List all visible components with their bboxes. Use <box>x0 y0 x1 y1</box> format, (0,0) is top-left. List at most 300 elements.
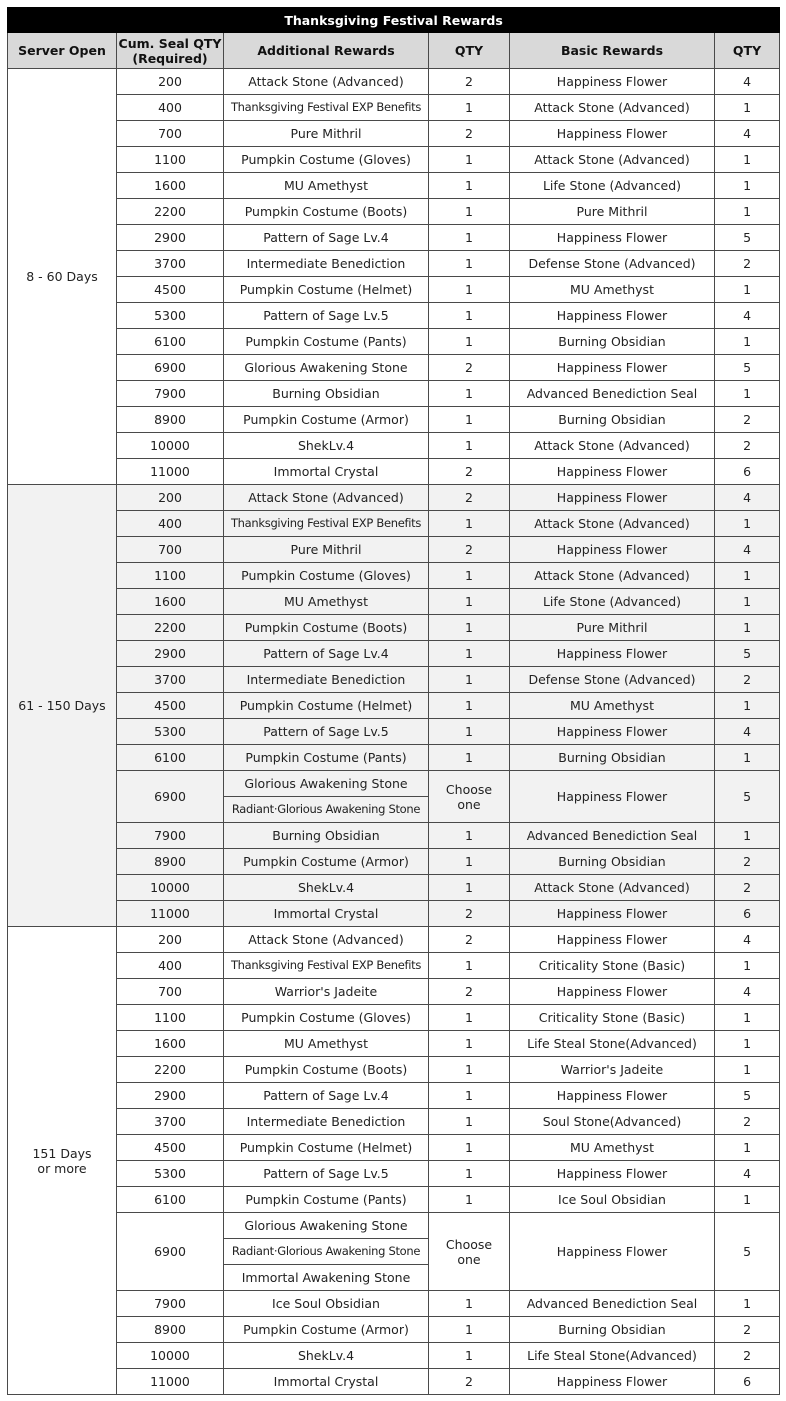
additional-qty-cell: 1 <box>429 173 510 199</box>
seal-qty-cell: 6100 <box>117 745 224 771</box>
basic-qty-cell: 1 <box>715 563 780 589</box>
additional-qty-cell: 2 <box>429 459 510 485</box>
additional-qty-cell: 1 <box>429 95 510 121</box>
additional-reward-cell: Intermediate Benediction <box>224 667 429 693</box>
seal-qty-cell: 700 <box>117 537 224 563</box>
additional-reward-cell: Pumpkin Costume (Pants) <box>224 329 429 355</box>
additional-reward-cell: Pumpkin Costume (Boots) <box>224 1057 429 1083</box>
basic-reward-cell: Happiness Flower <box>510 979 715 1005</box>
seal-qty-cell: 2900 <box>117 225 224 251</box>
basic-reward-cell: Happiness Flower <box>510 303 715 329</box>
basic-reward-cell: Attack Stone (Advanced) <box>510 511 715 537</box>
seal-qty-cell: 8900 <box>117 849 224 875</box>
table-row <box>8 381 780 407</box>
additional-reward-cell: Pattern of Sage Lv.5 <box>224 1161 429 1187</box>
additional-reward-cell: Attack Stone (Advanced) <box>224 69 429 95</box>
basic-qty-cell: 6 <box>715 1369 780 1395</box>
table-row <box>8 823 780 849</box>
basic-qty-cell: 1 <box>715 1057 780 1083</box>
basic-reward-cell: Happiness Flower <box>510 69 715 95</box>
additional-qty-cell: 1 <box>429 953 510 979</box>
table-row <box>8 979 780 1005</box>
table-row <box>8 355 780 381</box>
additional-reward-cell: Immortal Crystal <box>224 1369 429 1395</box>
server-open-cell: 61 - 150 Days <box>8 485 117 927</box>
table-row <box>8 1031 780 1057</box>
basic-reward-cell: Attack Stone (Advanced) <box>510 95 715 121</box>
additional-reward-cell: Pumpkin Costume (Gloves) <box>224 1005 429 1031</box>
seal-qty-cell: 3700 <box>117 667 224 693</box>
header-seal-qty: Cum. Seal QTY (Required) <box>117 33 224 69</box>
additional-reward-cell: MU Amethyst <box>224 173 429 199</box>
additional-reward-cell: MU Amethyst <box>224 1031 429 1057</box>
seal-qty-cell: 3700 <box>117 1109 224 1135</box>
basic-reward-cell: Attack Stone (Advanced) <box>510 433 715 459</box>
basic-qty-cell: 1 <box>715 823 780 849</box>
table-row <box>8 953 780 979</box>
additional-reward-cell: Ice Soul Obsidian <box>224 1291 429 1317</box>
seal-qty-cell: 7900 <box>117 381 224 407</box>
additional-reward-cell: Thanksgiving Festival EXP Benefits <box>224 95 429 121</box>
seal-qty-cell: 7900 <box>117 823 224 849</box>
additional-reward-cell: Burning Obsidian <box>224 381 429 407</box>
additional-reward-cell: Immortal Crystal <box>224 459 429 485</box>
basic-qty-cell: 1 <box>715 147 780 173</box>
table-row <box>8 95 780 121</box>
table-row <box>8 1057 780 1083</box>
seal-qty-cell: 4500 <box>117 277 224 303</box>
seal-qty-cell: 6100 <box>117 1187 224 1213</box>
basic-reward-cell: Criticality Stone (Basic) <box>510 953 715 979</box>
header-row <box>8 33 780 69</box>
additional-reward-cell: Pumpkin Costume (Pants) <box>224 1187 429 1213</box>
table-row <box>8 1005 780 1031</box>
basic-qty-cell: 2 <box>715 667 780 693</box>
seal-qty-cell: 700 <box>117 121 224 147</box>
additional-reward-cell: ShekLv.4 <box>224 433 429 459</box>
seal-qty-cell: 2900 <box>117 1083 224 1109</box>
additional-qty-cell: 1 <box>429 823 510 849</box>
additional-qty-cell: 1 <box>429 615 510 641</box>
basic-reward-cell: Life Steal Stone(Advanced) <box>510 1031 715 1057</box>
basic-reward-cell: Attack Stone (Advanced) <box>510 875 715 901</box>
additional-qty-cell: 1 <box>429 381 510 407</box>
basic-qty-cell: 1 <box>715 1135 780 1161</box>
additional-reward-cell: Pumpkin Costume (Gloves) <box>224 563 429 589</box>
additional-reward-cell: Pumpkin Costume (Armor) <box>224 1317 429 1343</box>
additional-qty-cell: 1 <box>429 563 510 589</box>
additional-reward-cell: Burning Obsidian <box>224 823 429 849</box>
basic-qty-cell: 4 <box>715 1161 780 1187</box>
table-row <box>8 199 780 225</box>
seal-qty-cell: 1600 <box>117 1031 224 1057</box>
additional-reward-cell: Thanksgiving Festival EXP Benefits <box>224 953 429 979</box>
basic-reward-cell: Pure Mithril <box>510 199 715 225</box>
additional-qty-cell: 2 <box>429 69 510 95</box>
basic-qty-cell: 1 <box>715 953 780 979</box>
additional-reward-cell: Pumpkin Costume (Armor) <box>224 849 429 875</box>
basic-qty-cell: 2 <box>715 849 780 875</box>
basic-qty-cell: 5 <box>715 355 780 381</box>
additional-qty-cell: 2 <box>429 121 510 147</box>
basic-qty-cell: 1 <box>715 615 780 641</box>
basic-qty-cell: 1 <box>715 511 780 537</box>
seal-qty-cell: 2900 <box>117 641 224 667</box>
basic-qty-cell: 2 <box>715 1317 780 1343</box>
basic-reward-cell: Life Stone (Advanced) <box>510 173 715 199</box>
additional-qty-cell: 1 <box>429 875 510 901</box>
table-row <box>8 745 780 771</box>
basic-reward-cell: Life Steal Stone(Advanced) <box>510 1343 715 1369</box>
basic-qty-cell: 6 <box>715 901 780 927</box>
basic-reward-cell: MU Amethyst <box>510 1135 715 1161</box>
additional-reward-cell: Pumpkin Costume (Helmet) <box>224 1135 429 1161</box>
seal-qty-cell: 400 <box>117 511 224 537</box>
seal-qty-cell: 1100 <box>117 147 224 173</box>
basic-reward-cell: Happiness Flower <box>510 901 715 927</box>
seal-qty-cell: 8900 <box>117 407 224 433</box>
basic-reward-cell: Burning Obsidian <box>510 849 715 875</box>
basic-qty-cell: 1 <box>715 589 780 615</box>
basic-qty-cell: 1 <box>715 95 780 121</box>
basic-reward-cell: Happiness Flower <box>510 537 715 563</box>
table-row <box>8 1213 780 1239</box>
basic-qty-cell: 1 <box>715 381 780 407</box>
additional-reward-cell: Radiant·Glorious Awakening Stone <box>224 1239 429 1265</box>
table-row <box>8 667 780 693</box>
additional-reward-cell: Attack Stone (Advanced) <box>224 485 429 511</box>
header-additional-qty: QTY <box>429 33 510 69</box>
table-row <box>8 147 780 173</box>
basic-qty-cell: 1 <box>715 1187 780 1213</box>
seal-qty-cell: 10000 <box>117 875 224 901</box>
additional-reward-cell: Intermediate Benediction <box>224 1109 429 1135</box>
additional-reward-cell: Warrior's Jadeite <box>224 979 429 1005</box>
basic-reward-cell: Advanced Benediction Seal <box>510 1291 715 1317</box>
additional-reward-cell: Pumpkin Costume (Pants) <box>224 745 429 771</box>
table-row <box>8 849 780 875</box>
seal-qty-cell: 2200 <box>117 199 224 225</box>
table-row <box>8 615 780 641</box>
table-row <box>8 225 780 251</box>
table-row <box>8 1083 780 1109</box>
additional-reward-cell: Attack Stone (Advanced) <box>224 927 429 953</box>
additional-qty-cell: 1 <box>429 1161 510 1187</box>
table-row <box>8 1343 780 1369</box>
basic-qty-cell: 4 <box>715 927 780 953</box>
basic-qty-cell: 2 <box>715 1109 780 1135</box>
additional-reward-cell: MU Amethyst <box>224 589 429 615</box>
seal-qty-cell: 1100 <box>117 563 224 589</box>
additional-reward-cell: Glorious Awakening Stone <box>224 1213 429 1239</box>
table-row <box>8 537 780 563</box>
additional-reward-cell: Pattern of Sage Lv.4 <box>224 1083 429 1109</box>
seal-qty-cell: 1600 <box>117 173 224 199</box>
basic-reward-cell: Happiness Flower <box>510 719 715 745</box>
additional-qty-cell: 1 <box>429 693 510 719</box>
additional-reward-cell: Pattern of Sage Lv.4 <box>224 641 429 667</box>
additional-reward-cell: Thanksgiving Festival EXP Benefits <box>224 511 429 537</box>
basic-qty-cell: 6 <box>715 459 780 485</box>
basic-qty-cell: 1 <box>715 1005 780 1031</box>
basic-reward-cell: Defense Stone (Advanced) <box>510 251 715 277</box>
table-row <box>8 927 780 953</box>
seal-qty-cell: 3700 <box>117 251 224 277</box>
seal-qty-cell: 11000 <box>117 459 224 485</box>
seal-qty-cell: 7900 <box>117 1291 224 1317</box>
table-row <box>8 303 780 329</box>
seal-qty-cell: 10000 <box>117 433 224 459</box>
additional-reward-cell: Pumpkin Costume (Helmet) <box>224 693 429 719</box>
additional-qty-cell: 1 <box>429 719 510 745</box>
table-row <box>8 771 780 797</box>
basic-qty-cell: 1 <box>715 1291 780 1317</box>
basic-qty-cell: 5 <box>715 641 780 667</box>
additional-qty-cell: 1 <box>429 147 510 173</box>
basic-reward-cell: Burning Obsidian <box>510 745 715 771</box>
additional-reward-cell: Glorious Awakening Stone <box>224 771 429 797</box>
additional-qty-cell: 1 <box>429 1343 510 1369</box>
table-row <box>8 1135 780 1161</box>
additional-qty-cell: 1 <box>429 329 510 355</box>
header-server-open: Server Open <box>8 33 117 69</box>
basic-reward-cell: Happiness Flower <box>510 1161 715 1187</box>
table-row <box>8 1291 780 1317</box>
additional-qty-cell: 1 <box>429 1109 510 1135</box>
table-row <box>8 329 780 355</box>
additional-reward-cell: Pumpkin Costume (Helmet) <box>224 277 429 303</box>
basic-qty-cell: 1 <box>715 745 780 771</box>
basic-qty-cell: 4 <box>715 69 780 95</box>
additional-qty-cell: 1 <box>429 1057 510 1083</box>
seal-qty-cell: 2200 <box>117 615 224 641</box>
basic-qty-cell: 4 <box>715 303 780 329</box>
basic-reward-cell: Advanced Benediction Seal <box>510 823 715 849</box>
additional-reward-cell: Pumpkin Costume (Boots) <box>224 199 429 225</box>
basic-qty-cell: 5 <box>715 1213 780 1291</box>
basic-reward-cell: Burning Obsidian <box>510 329 715 355</box>
seal-qty-cell: 700 <box>117 979 224 1005</box>
basic-qty-cell: 2 <box>715 433 780 459</box>
basic-qty-cell: 1 <box>715 329 780 355</box>
table-row <box>8 641 780 667</box>
additional-reward-cell: Pattern of Sage Lv.4 <box>224 225 429 251</box>
seal-qty-cell: 6900 <box>117 771 224 823</box>
basic-reward-cell: Burning Obsidian <box>510 1317 715 1343</box>
basic-reward-cell: MU Amethyst <box>510 693 715 719</box>
additional-qty-cell: 1 <box>429 745 510 771</box>
basic-qty-cell: 1 <box>715 199 780 225</box>
table-row <box>8 485 780 511</box>
basic-reward-cell: Attack Stone (Advanced) <box>510 563 715 589</box>
seal-qty-cell: 1100 <box>117 1005 224 1031</box>
additional-reward-cell: ShekLv.4 <box>224 1343 429 1369</box>
seal-qty-cell: 6100 <box>117 329 224 355</box>
seal-qty-cell: 1600 <box>117 589 224 615</box>
basic-reward-cell: Warrior's Jadeite <box>510 1057 715 1083</box>
additional-qty-cell: 1 <box>429 641 510 667</box>
basic-reward-cell: Burning Obsidian <box>510 407 715 433</box>
table-row <box>8 277 780 303</box>
additional-reward-cell: Pure Mithril <box>224 537 429 563</box>
basic-reward-cell: Happiness Flower <box>510 927 715 953</box>
table-row <box>8 1317 780 1343</box>
basic-qty-cell: 4 <box>715 537 780 563</box>
basic-reward-cell: Happiness Flower <box>510 485 715 511</box>
additional-qty-cell: 1 <box>429 1317 510 1343</box>
additional-reward-cell: Pure Mithril <box>224 121 429 147</box>
additional-qty-cell: 1 <box>429 511 510 537</box>
basic-reward-cell: Happiness Flower <box>510 121 715 147</box>
basic-reward-cell: Life Stone (Advanced) <box>510 589 715 615</box>
basic-reward-cell: Happiness Flower <box>510 459 715 485</box>
additional-qty-cell: 1 <box>429 1135 510 1161</box>
basic-qty-cell: 5 <box>715 225 780 251</box>
additional-qty-cell: 2 <box>429 485 510 511</box>
additional-qty-cell: 2 <box>429 537 510 563</box>
basic-reward-cell: Criticality Stone (Basic) <box>510 1005 715 1031</box>
seal-qty-cell: 10000 <box>117 1343 224 1369</box>
table-row <box>8 563 780 589</box>
table-row <box>8 1161 780 1187</box>
table-body <box>8 69 780 1395</box>
basic-reward-cell: Pure Mithril <box>510 615 715 641</box>
table-row <box>8 693 780 719</box>
additional-reward-cell: Intermediate Benediction <box>224 251 429 277</box>
table-row <box>8 69 780 95</box>
seal-qty-cell: 11000 <box>117 1369 224 1395</box>
additional-qty-cell: 1 <box>429 667 510 693</box>
seal-qty-cell: 5300 <box>117 1161 224 1187</box>
additional-qty-cell: 1 <box>429 199 510 225</box>
additional-reward-cell: Pattern of Sage Lv.5 <box>224 303 429 329</box>
additional-qty-cell: 1 <box>429 589 510 615</box>
basic-reward-cell: Happiness Flower <box>510 771 715 823</box>
server-open-cell: 8 - 60 Days <box>8 69 117 485</box>
additional-qty-cell: 1 <box>429 277 510 303</box>
basic-qty-cell: 5 <box>715 1083 780 1109</box>
table-row <box>8 875 780 901</box>
basic-reward-cell: Soul Stone(Advanced) <box>510 1109 715 1135</box>
basic-reward-cell: Happiness Flower <box>510 1213 715 1291</box>
additional-reward-cell: Pattern of Sage Lv.5 <box>224 719 429 745</box>
seal-qty-cell: 6900 <box>117 355 224 381</box>
table-row <box>8 1369 780 1395</box>
seal-qty-cell: 4500 <box>117 1135 224 1161</box>
additional-qty-cell: 1 <box>429 407 510 433</box>
seal-qty-cell: 4500 <box>117 693 224 719</box>
title-row <box>8 8 780 33</box>
rewards-table <box>7 7 780 1395</box>
basic-qty-cell: 1 <box>715 277 780 303</box>
basic-qty-cell: 2 <box>715 875 780 901</box>
table-row <box>8 433 780 459</box>
table-row <box>8 511 780 537</box>
table-row <box>8 901 780 927</box>
basic-reward-cell: Advanced Benediction Seal <box>510 381 715 407</box>
basic-qty-cell: 4 <box>715 719 780 745</box>
table-row <box>8 1187 780 1213</box>
additional-reward-cell: Pumpkin Costume (Gloves) <box>224 147 429 173</box>
additional-qty-cell: 1 <box>429 1005 510 1031</box>
basic-reward-cell: Attack Stone (Advanced) <box>510 147 715 173</box>
additional-qty-cell: 2 <box>429 901 510 927</box>
table-row <box>8 1109 780 1135</box>
additional-qty-cell: 1 <box>429 303 510 329</box>
basic-qty-cell: 4 <box>715 121 780 147</box>
basic-reward-cell: Happiness Flower <box>510 355 715 381</box>
additional-qty-cell: 1 <box>429 433 510 459</box>
additional-qty-cell: 2 <box>429 927 510 953</box>
additional-reward-cell: Glorious Awakening Stone <box>224 355 429 381</box>
additional-reward-cell: Radiant·Glorious Awakening Stone <box>224 797 429 823</box>
additional-qty-cell: 1 <box>429 225 510 251</box>
table-row <box>8 719 780 745</box>
additional-qty-cell: 1 <box>429 251 510 277</box>
additional-reward-cell: Immortal Crystal <box>224 901 429 927</box>
seal-qty-cell: 2200 <box>117 1057 224 1083</box>
additional-qty-cell: Choose one <box>429 771 510 823</box>
additional-qty-cell: Choose one <box>429 1213 510 1291</box>
seal-qty-cell: 5300 <box>117 303 224 329</box>
seal-qty-cell: 200 <box>117 485 224 511</box>
table-row <box>8 459 780 485</box>
additional-qty-cell: 2 <box>429 1369 510 1395</box>
table-row <box>8 173 780 199</box>
seal-qty-cell: 6900 <box>117 1213 224 1291</box>
table-row <box>8 589 780 615</box>
basic-reward-cell: Happiness Flower <box>510 1083 715 1109</box>
table-row <box>8 121 780 147</box>
basic-qty-cell: 2 <box>715 1343 780 1369</box>
additional-qty-cell: 1 <box>429 1031 510 1057</box>
seal-qty-cell: 5300 <box>117 719 224 745</box>
basic-reward-cell: Ice Soul Obsidian <box>510 1187 715 1213</box>
additional-reward-cell: ShekLv.4 <box>224 875 429 901</box>
seal-qty-cell: 200 <box>117 69 224 95</box>
rewards-table-container <box>7 7 779 1395</box>
additional-qty-cell: 2 <box>429 355 510 381</box>
basic-qty-cell: 2 <box>715 407 780 433</box>
seal-qty-cell: 8900 <box>117 1317 224 1343</box>
table-row <box>8 251 780 277</box>
additional-qty-cell: 1 <box>429 849 510 875</box>
basic-qty-cell: 4 <box>715 979 780 1005</box>
basic-qty-cell: 4 <box>715 485 780 511</box>
table-row <box>8 407 780 433</box>
additional-reward-cell: Pumpkin Costume (Boots) <box>224 615 429 641</box>
additional-reward-cell: Pumpkin Costume (Armor) <box>224 407 429 433</box>
basic-qty-cell: 5 <box>715 771 780 823</box>
seal-qty-cell: 200 <box>117 927 224 953</box>
basic-qty-cell: 2 <box>715 251 780 277</box>
basic-qty-cell: 1 <box>715 693 780 719</box>
additional-qty-cell: 1 <box>429 1291 510 1317</box>
seal-qty-cell: 11000 <box>117 901 224 927</box>
additional-qty-cell: 2 <box>429 979 510 1005</box>
basic-reward-cell: Happiness Flower <box>510 641 715 667</box>
basic-qty-cell: 1 <box>715 173 780 199</box>
seal-qty-cell: 400 <box>117 953 224 979</box>
header-basic-qty: QTY <box>715 33 780 69</box>
additional-reward-cell: Immortal Awakening Stone <box>224 1265 429 1291</box>
server-open-cell: 151 Days or more <box>8 927 117 1395</box>
table-title: Thanksgiving Festival Rewards <box>8 8 780 33</box>
additional-qty-cell: 1 <box>429 1187 510 1213</box>
additional-qty-cell: 1 <box>429 1083 510 1109</box>
basic-qty-cell: 1 <box>715 1031 780 1057</box>
seal-qty-cell: 400 <box>117 95 224 121</box>
